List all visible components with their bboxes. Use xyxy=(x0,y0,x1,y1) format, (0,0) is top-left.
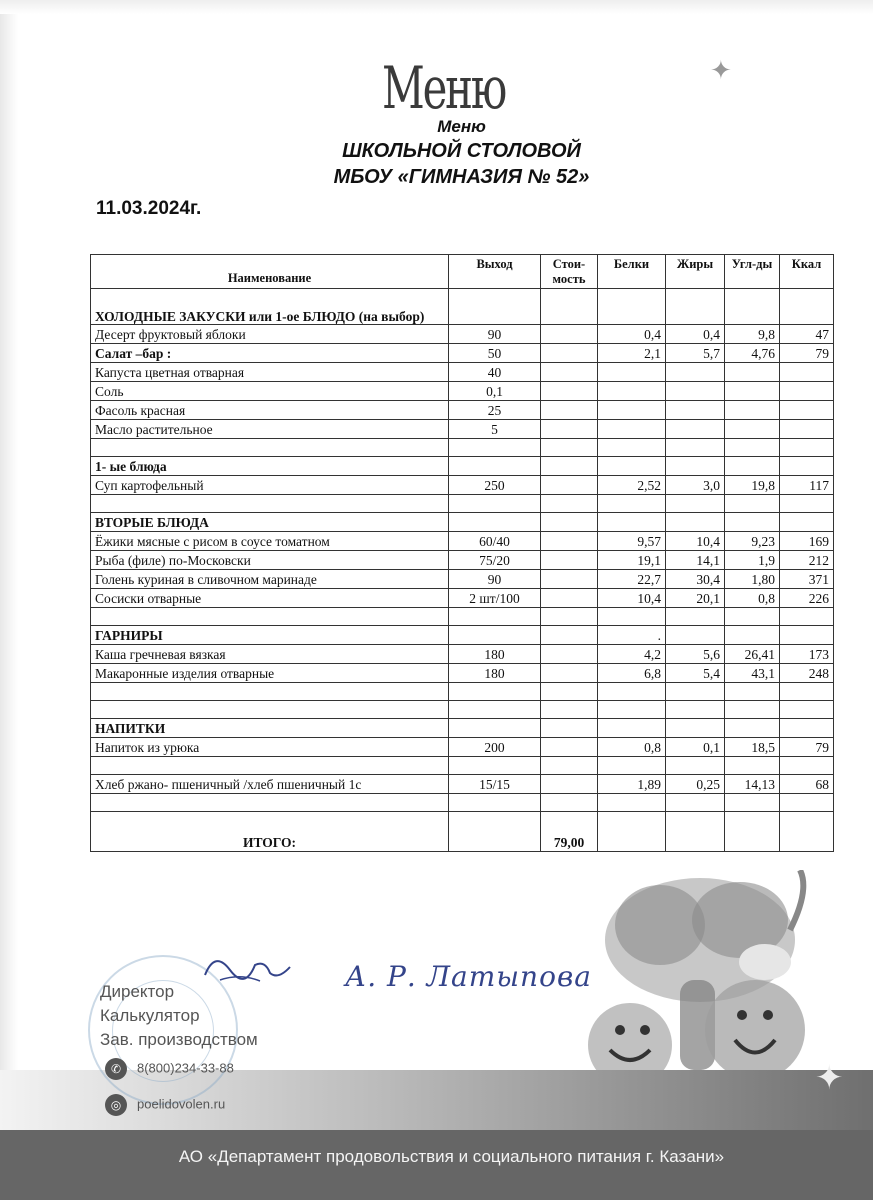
cell-name xyxy=(91,608,449,626)
cell-carbs: 14,13 xyxy=(725,775,780,794)
cell-output: 90 xyxy=(449,325,541,344)
title-menu: Меню xyxy=(437,117,486,136)
col-header-carbs: Угл-ды xyxy=(725,255,780,289)
cell-fat: 5,6 xyxy=(666,645,725,664)
cell-fat: 0,4 xyxy=(666,325,725,344)
table-row xyxy=(91,608,834,626)
cell-protein xyxy=(598,289,666,325)
cell-name: ГАРНИРЫ xyxy=(91,626,449,645)
cell-carbs xyxy=(725,420,780,439)
table-row xyxy=(91,513,834,532)
cell-kcal xyxy=(780,495,834,513)
cell-kcal xyxy=(780,719,834,738)
table-row xyxy=(91,344,834,363)
cell-output: 200 xyxy=(449,738,541,757)
cell-kcal: 371 xyxy=(780,570,834,589)
cell-kcal: 79 xyxy=(780,344,834,363)
organization-name: АО «Департамент продовольствия и социального питания г. Казани» xyxy=(178,1147,725,1166)
cell-cost xyxy=(541,401,598,420)
cell-protein: 2,1 xyxy=(598,344,666,363)
table-row xyxy=(91,664,834,683)
scan-edge xyxy=(0,0,18,1200)
cell-cost xyxy=(541,513,598,532)
cell-fat xyxy=(666,794,725,812)
cell-kcal: 226 xyxy=(780,589,834,608)
cell-kcal: 68 xyxy=(780,775,834,794)
table-row xyxy=(91,420,834,439)
cell-carbs xyxy=(725,382,780,401)
cell-fat xyxy=(666,363,725,382)
cell-cost xyxy=(541,476,598,495)
cell-output xyxy=(449,457,541,476)
total-empty-cell xyxy=(666,812,725,852)
cell-cost xyxy=(541,757,598,775)
cell-carbs xyxy=(725,608,780,626)
cell-cost xyxy=(541,626,598,645)
cell-output xyxy=(449,289,541,325)
cell-fat: 14,1 xyxy=(666,551,725,570)
cell-fat: 5,7 xyxy=(666,344,725,363)
cell-name: Макаронные изделия отварные xyxy=(91,664,449,683)
table-row xyxy=(91,738,834,757)
cell-protein xyxy=(598,683,666,701)
cell-name xyxy=(91,701,449,719)
role-calculator: Калькулятор xyxy=(100,1006,200,1025)
cell-name: Сосиски отварные xyxy=(91,589,449,608)
cell-cost xyxy=(541,738,598,757)
menu-table xyxy=(90,254,834,852)
cell-fat: 10,4 xyxy=(666,532,725,551)
table-row xyxy=(91,495,834,513)
cell-name: Суп картофельный xyxy=(91,476,449,495)
cell-carbs: 1,80 xyxy=(725,570,780,589)
cell-cost xyxy=(541,683,598,701)
cell-protein: . xyxy=(598,626,666,645)
cell-fat xyxy=(666,701,725,719)
cell-fat: 30,4 xyxy=(666,570,725,589)
cell-kcal xyxy=(780,513,834,532)
cell-kcal: 117 xyxy=(780,476,834,495)
cell-cost xyxy=(541,775,598,794)
cell-cost xyxy=(541,794,598,812)
cell-name: Соль xyxy=(91,382,449,401)
cell-name xyxy=(91,439,449,457)
cell-name xyxy=(91,495,449,513)
cell-output xyxy=(449,701,541,719)
cell-output: 180 xyxy=(449,664,541,683)
cell-fat xyxy=(666,420,725,439)
cell-output: 2 шт/100 xyxy=(449,589,541,608)
table-row xyxy=(91,401,834,420)
cell-carbs: 1,9 xyxy=(725,551,780,570)
cell-fat: 5,4 xyxy=(666,664,725,683)
table-row xyxy=(91,476,834,495)
cell-output xyxy=(449,683,541,701)
table-row xyxy=(91,551,834,570)
cell-protein: 6,8 xyxy=(598,664,666,683)
total-empty-cell xyxy=(598,812,666,852)
globe-icon: ◎ xyxy=(105,1094,127,1116)
cell-carbs: 26,41 xyxy=(725,645,780,664)
cell-output: 5 xyxy=(449,420,541,439)
cell-cost xyxy=(541,420,598,439)
cell-output xyxy=(449,513,541,532)
cell-output: 15/15 xyxy=(449,775,541,794)
cell-kcal: 248 xyxy=(780,664,834,683)
menu-date: 11.03.2024г. xyxy=(96,198,202,219)
cell-name: Голень куриная в сливочном маринаде xyxy=(91,570,449,589)
cell-protein xyxy=(598,794,666,812)
cell-cost xyxy=(541,439,598,457)
cell-output xyxy=(449,757,541,775)
table-row xyxy=(91,775,834,794)
cell-fat xyxy=(666,439,725,457)
cell-carbs xyxy=(725,683,780,701)
cell-output: 0,1 xyxy=(449,382,541,401)
cell-fat xyxy=(666,757,725,775)
cell-kcal: 47 xyxy=(780,325,834,344)
total-empty-cell xyxy=(725,812,780,852)
cell-cost xyxy=(541,457,598,476)
calculator-signature: А. Р. Латыпова xyxy=(345,960,592,993)
cell-cost xyxy=(541,645,598,664)
cell-name: Напиток из урюка xyxy=(91,738,449,757)
cell-output: 50 xyxy=(449,344,541,363)
cell-cost xyxy=(541,495,598,513)
website-link[interactable]: poelidovolen.ru xyxy=(137,1096,226,1112)
col-header-output: Выход xyxy=(449,255,541,289)
cell-protein: 2,52 xyxy=(598,476,666,495)
cell-carbs: 18,5 xyxy=(725,738,780,757)
cell-output xyxy=(449,608,541,626)
cell-name xyxy=(91,757,449,775)
cell-fat xyxy=(666,382,725,401)
phone-number: 8(800)234-33-88 xyxy=(137,1060,234,1076)
col-header-cost: Стои-мость xyxy=(541,255,598,289)
director-signature xyxy=(200,945,295,995)
cell-output: 40 xyxy=(449,363,541,382)
cell-cost xyxy=(541,532,598,551)
contact-phone xyxy=(105,1058,234,1080)
cell-protein: 9,57 xyxy=(598,532,666,551)
cell-protein xyxy=(598,513,666,532)
cell-name: Капуста цветная отварная xyxy=(91,363,449,382)
cell-carbs xyxy=(725,701,780,719)
cell-kcal xyxy=(780,683,834,701)
table-row xyxy=(91,457,834,476)
cell-kcal: 173 xyxy=(780,645,834,664)
cell-carbs xyxy=(725,626,780,645)
cell-carbs: 9,23 xyxy=(725,532,780,551)
cell-name: Масло растительное xyxy=(91,420,449,439)
cell-protein xyxy=(598,439,666,457)
cell-cost xyxy=(541,363,598,382)
table-header-row xyxy=(91,255,834,289)
cell-carbs xyxy=(725,719,780,738)
cell-name: 1- ые блюда xyxy=(91,457,449,476)
cell-output xyxy=(449,794,541,812)
cell-protein xyxy=(598,757,666,775)
total-row xyxy=(91,812,834,852)
cell-carbs xyxy=(725,289,780,325)
cell-output: 25 xyxy=(449,401,541,420)
cell-cost xyxy=(541,289,598,325)
total-empty-cell xyxy=(780,812,834,852)
table-row xyxy=(91,289,834,325)
cell-carbs xyxy=(725,363,780,382)
total-label: ИТОГО: xyxy=(91,812,449,852)
cell-carbs xyxy=(725,439,780,457)
cell-kcal xyxy=(780,757,834,775)
cell-cost xyxy=(541,701,598,719)
cell-name: Каша гречневая вязкая xyxy=(91,645,449,664)
cell-name: ХОЛОДНЫЕ ЗАКУСКИ или 1-ое БЛЮДО (на выбор) xyxy=(91,289,449,325)
cell-cost xyxy=(541,570,598,589)
cell-fat: 20,1 xyxy=(666,589,725,608)
cell-kcal xyxy=(780,420,834,439)
cell-carbs: 19,8 xyxy=(725,476,780,495)
cell-cost xyxy=(541,551,598,570)
cell-fat xyxy=(666,608,725,626)
cell-name: Фасоль красная xyxy=(91,401,449,420)
cell-fat xyxy=(666,401,725,420)
cell-cost xyxy=(541,344,598,363)
cell-kcal xyxy=(780,701,834,719)
cell-carbs: 43,1 xyxy=(725,664,780,683)
cell-fat xyxy=(666,626,725,645)
total-value: 79,00 xyxy=(541,812,598,852)
cell-name xyxy=(91,683,449,701)
cell-name: ВТОРЫЕ БЛЮДА xyxy=(91,513,449,532)
role-production: Зав. производством xyxy=(100,1030,258,1049)
col-header-fat: Жиры xyxy=(666,255,725,289)
cell-cost xyxy=(541,325,598,344)
cell-kcal xyxy=(780,626,834,645)
cell-protein xyxy=(598,401,666,420)
cell-output: 60/40 xyxy=(449,532,541,551)
cell-fat: 0,25 xyxy=(666,775,725,794)
cell-protein: 0,4 xyxy=(598,325,666,344)
cell-protein: 10,4 xyxy=(598,589,666,608)
sparkle-icon: ✦ xyxy=(710,56,732,85)
cell-fat xyxy=(666,289,725,325)
cell-name: Салат –бар : xyxy=(91,344,449,363)
cell-cost xyxy=(541,608,598,626)
handwritten-title: Меню xyxy=(382,54,506,122)
table-row xyxy=(91,363,834,382)
scan-edge-top xyxy=(0,0,873,14)
cell-carbs xyxy=(725,757,780,775)
cell-protein xyxy=(598,457,666,476)
cell-kcal xyxy=(780,382,834,401)
cell-protein xyxy=(598,382,666,401)
cell-carbs xyxy=(725,401,780,420)
cell-carbs: 4,76 xyxy=(725,344,780,363)
cell-output xyxy=(449,626,541,645)
cell-name: Хлеб ржано- пшеничный /хлеб пшеничный 1с xyxy=(91,775,449,794)
contact-website xyxy=(105,1094,225,1116)
role-director: Директор xyxy=(100,982,175,1001)
cell-protein xyxy=(598,420,666,439)
cell-output xyxy=(449,719,541,738)
cell-protein xyxy=(598,701,666,719)
table-row xyxy=(91,382,834,401)
cell-kcal xyxy=(780,363,834,382)
cell-carbs xyxy=(725,457,780,476)
cell-kcal: 169 xyxy=(780,532,834,551)
cell-cost xyxy=(541,664,598,683)
title-school-canteen: ШКОЛЬНОЙ СТОЛОВОЙ xyxy=(342,140,581,162)
col-header-name: Наименование xyxy=(91,255,449,289)
cell-protein: 0,8 xyxy=(598,738,666,757)
cell-carbs xyxy=(725,794,780,812)
cell-carbs: 9,8 xyxy=(725,325,780,344)
cell-name xyxy=(91,794,449,812)
table-row xyxy=(91,794,834,812)
cell-cost xyxy=(541,589,598,608)
table-row xyxy=(91,570,834,589)
cell-protein: 4,2 xyxy=(598,645,666,664)
cell-fat: 3,0 xyxy=(666,476,725,495)
cell-protein xyxy=(598,495,666,513)
cell-kcal xyxy=(780,794,834,812)
cell-kcal xyxy=(780,608,834,626)
cell-kcal xyxy=(780,289,834,325)
table-row xyxy=(91,683,834,701)
cell-name: Ёжики мясные с рисом в соусе томатном xyxy=(91,532,449,551)
phone-icon: ✆ xyxy=(105,1058,127,1080)
cell-kcal: 212 xyxy=(780,551,834,570)
cell-name: Десерт фруктовый яблоки xyxy=(91,325,449,344)
cell-protein: 22,7 xyxy=(598,570,666,589)
cell-fat xyxy=(666,495,725,513)
cell-output xyxy=(449,495,541,513)
cell-output: 90 xyxy=(449,570,541,589)
cell-protein: 1,89 xyxy=(598,775,666,794)
cell-kcal xyxy=(780,401,834,420)
table-row xyxy=(91,532,834,551)
table-row xyxy=(91,645,834,664)
table-row xyxy=(91,701,834,719)
cell-name: НАПИТКИ xyxy=(91,719,449,738)
cell-output: 180 xyxy=(449,645,541,664)
total-empty-cell xyxy=(449,812,541,852)
cell-output: 250 xyxy=(449,476,541,495)
cell-protein: 19,1 xyxy=(598,551,666,570)
cell-carbs: 0,8 xyxy=(725,589,780,608)
table-row xyxy=(91,626,834,645)
cell-fat xyxy=(666,457,725,476)
cell-fat xyxy=(666,683,725,701)
col-header-kcal: Ккал xyxy=(780,255,834,289)
title-school-name: МБОУ «ГИМНАЗИЯ № 52» xyxy=(333,166,590,188)
cell-protein xyxy=(598,608,666,626)
table-row xyxy=(91,719,834,738)
cell-carbs xyxy=(725,513,780,532)
col-header-protein: Белки xyxy=(598,255,666,289)
cell-fat xyxy=(666,719,725,738)
cell-kcal: 79 xyxy=(780,738,834,757)
table-row xyxy=(91,325,834,344)
sparkle-icon: ✦ xyxy=(815,1060,844,1097)
cell-fat: 0,1 xyxy=(666,738,725,757)
cell-output xyxy=(449,439,541,457)
cell-protein xyxy=(598,363,666,382)
table-row xyxy=(91,757,834,775)
menu-table-body xyxy=(91,289,834,812)
cell-name: Рыба (филе) по-Московски xyxy=(91,551,449,570)
cell-cost xyxy=(541,382,598,401)
cell-carbs xyxy=(725,495,780,513)
cell-cost xyxy=(541,719,598,738)
table-row xyxy=(91,439,834,457)
cell-protein xyxy=(598,719,666,738)
cell-kcal xyxy=(780,439,834,457)
table-row xyxy=(91,589,834,608)
cell-kcal xyxy=(780,457,834,476)
cell-fat xyxy=(666,513,725,532)
cell-output: 75/20 xyxy=(449,551,541,570)
